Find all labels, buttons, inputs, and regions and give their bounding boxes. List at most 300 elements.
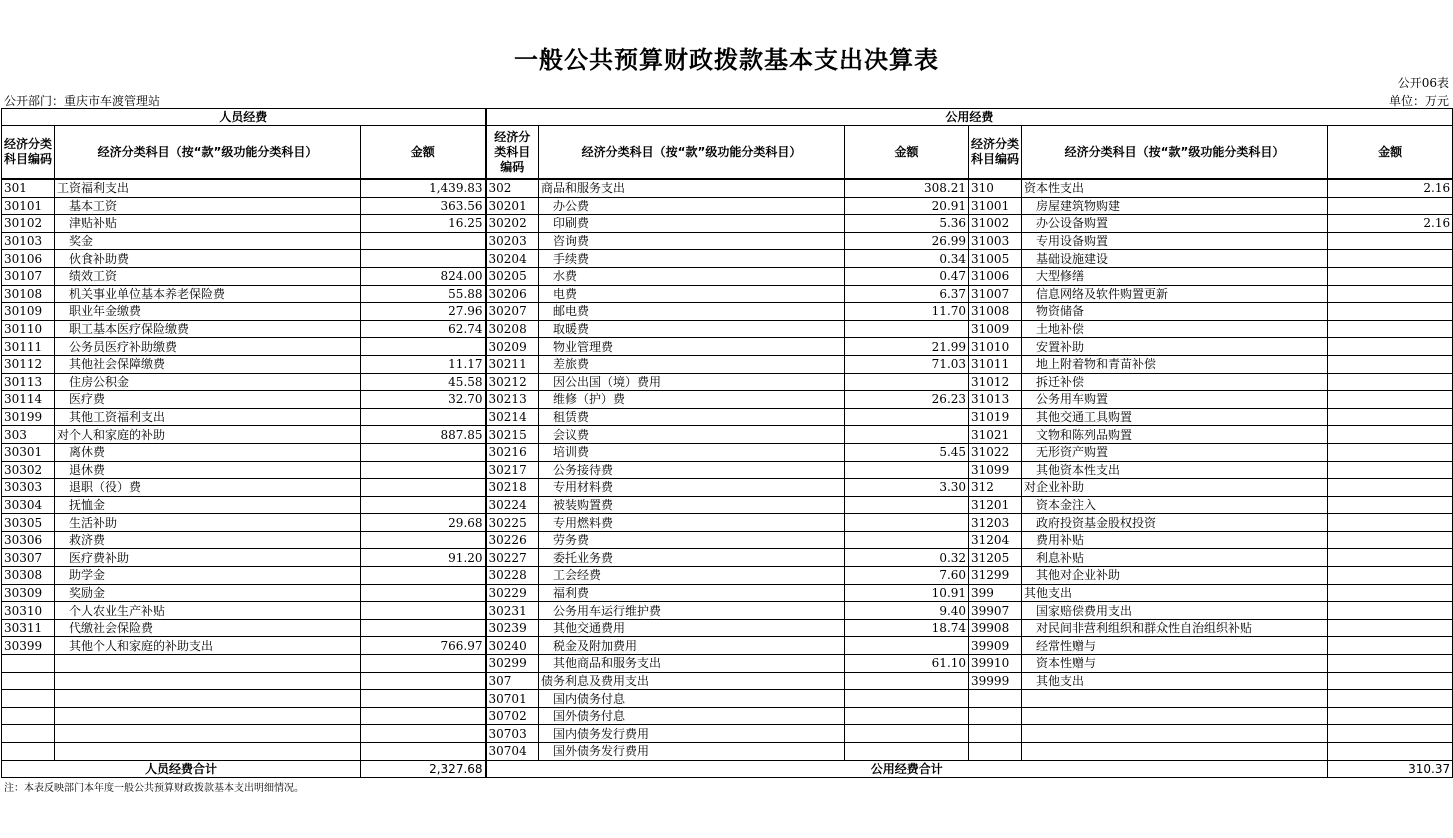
cell-amount-3 <box>1328 707 1453 725</box>
cell-code-2: 30702 <box>486 707 539 725</box>
cell-name-1: 医疗费补助 <box>55 549 361 567</box>
form-number: 公开06表 <box>1397 76 1449 90</box>
cell-code-3: 39907 <box>969 602 1022 620</box>
cell-name-2: 债务利息及费用支出 <box>539 672 845 690</box>
cell-code-1: 30306 <box>2 531 55 549</box>
cell-code-3: 31012 <box>969 373 1022 391</box>
cell-code-3: 31005 <box>969 250 1022 268</box>
cell-code-2: 30217 <box>486 461 539 479</box>
cell-code-3: 31299 <box>969 567 1022 585</box>
cell-amount-1: 32.70 <box>361 391 486 409</box>
table-row <box>2 391 1453 409</box>
cell-code-3: 31099 <box>969 461 1022 479</box>
cell-name-3: 大型修缮 <box>1022 267 1328 285</box>
cell-name-1: 助学金 <box>55 567 361 585</box>
cell-code-1: 30102 <box>2 215 55 233</box>
table-row <box>2 179 1453 197</box>
cell-name-3: 资本金注入 <box>1022 496 1328 514</box>
cell-name-2: 物业管理费 <box>539 338 845 356</box>
cell-amount-1 <box>361 479 486 497</box>
cell-name-1: 代缴社会保险费 <box>55 619 361 637</box>
cell-amount-2: 5.45 <box>845 443 969 461</box>
table-row <box>2 514 1453 532</box>
cell-code-2: 30201 <box>486 197 539 215</box>
cell-name-3: 利息补贴 <box>1022 549 1328 567</box>
cell-amount-1: 55.88 <box>361 285 486 303</box>
cell-code-2: 30213 <box>486 391 539 409</box>
cell-amount-3 <box>1328 584 1453 602</box>
table-row <box>2 672 1453 690</box>
cell-amount-3 <box>1328 426 1453 444</box>
cell-name-3: 资本性赠与 <box>1022 655 1328 673</box>
cell-code-1: 30111 <box>2 338 55 356</box>
cell-name-1: 奖励金 <box>55 584 361 602</box>
cell-code-1 <box>2 743 55 761</box>
cell-amount-3 <box>1328 320 1453 338</box>
cell-amount-1: 766.97 <box>361 637 486 655</box>
cell-code-3: 312 <box>969 479 1022 497</box>
cell-amount-2: 7.60 <box>845 567 969 585</box>
cell-amount-3 <box>1328 725 1453 743</box>
cell-code-1 <box>2 690 55 708</box>
cell-name-1: 抚恤金 <box>55 496 361 514</box>
cell-code-1: 303 <box>2 426 55 444</box>
cell-code-3: 31001 <box>969 197 1022 215</box>
cell-code-1: 30302 <box>2 461 55 479</box>
cell-name-3: 拆迁补偿 <box>1022 373 1328 391</box>
cell-amount-3 <box>1328 514 1453 532</box>
cell-code-2: 30218 <box>486 479 539 497</box>
cell-name-3: 文物和陈列品购置 <box>1022 426 1328 444</box>
cell-amount-1 <box>361 408 486 426</box>
table-row <box>2 655 1453 673</box>
cell-code-2: 30206 <box>486 285 539 303</box>
cell-code-3: 31204 <box>969 531 1022 549</box>
header-code-1: 经济分类科目编码 <box>2 126 55 180</box>
cell-amount-1 <box>361 743 486 761</box>
cell-code-2: 30208 <box>486 320 539 338</box>
cell-amount-1 <box>361 584 486 602</box>
cell-amount-3 <box>1328 461 1453 479</box>
cell-amount-3 <box>1328 338 1453 356</box>
cell-code-3: 399 <box>969 584 1022 602</box>
cell-name-2: 因公出国（境）费用 <box>539 373 845 391</box>
cell-name-1 <box>55 725 361 743</box>
table-row <box>2 373 1453 391</box>
cell-name-1: 其他工资福利支出 <box>55 408 361 426</box>
cell-name-2: 委托业务费 <box>539 549 845 567</box>
cell-amount-3 <box>1328 619 1453 637</box>
header-amount-1: 金额 <box>361 126 486 180</box>
table-row <box>2 232 1453 250</box>
cell-code-3: 31013 <box>969 391 1022 409</box>
cell-name-1 <box>55 707 361 725</box>
cell-name-3 <box>1022 690 1328 708</box>
cell-name-1: 离休费 <box>55 443 361 461</box>
cell-code-3: 31003 <box>969 232 1022 250</box>
table-row <box>2 479 1453 497</box>
cell-name-1: 津贴补贴 <box>55 215 361 233</box>
cell-amount-1: 62.74 <box>361 320 486 338</box>
cell-amount-2 <box>845 461 969 479</box>
cell-name-1: 绩效工资 <box>55 267 361 285</box>
cell-name-3: 费用补贴 <box>1022 531 1328 549</box>
cell-code-1: 30304 <box>2 496 55 514</box>
cell-code-1 <box>2 707 55 725</box>
cell-amount-2: 20.91 <box>845 197 969 215</box>
cell-code-2: 30703 <box>486 725 539 743</box>
table-row <box>2 320 1453 338</box>
header-code-3: 经济分类科目编码 <box>969 126 1022 180</box>
cell-code-2: 30211 <box>486 355 539 373</box>
cell-code-1: 30303 <box>2 479 55 497</box>
cell-amount-2 <box>845 496 969 514</box>
cell-name-1 <box>55 672 361 690</box>
table-row <box>2 338 1453 356</box>
cell-name-1: 对个人和家庭的补助 <box>55 426 361 444</box>
cell-name-2: 国内债务发行费用 <box>539 725 845 743</box>
cell-amount-3 <box>1328 479 1453 497</box>
table-row <box>2 355 1453 373</box>
cell-code-3 <box>969 743 1022 761</box>
table-row <box>2 725 1453 743</box>
table-row <box>2 549 1453 567</box>
cell-amount-1 <box>361 567 486 585</box>
section-personnel: 人员经费 <box>2 109 486 126</box>
cell-name-3: 无形资产购置 <box>1022 443 1328 461</box>
cell-amount-2 <box>845 514 969 532</box>
cell-amount-1: 16.25 <box>361 215 486 233</box>
cell-name-2: 劳务费 <box>539 531 845 549</box>
cell-amount-3 <box>1328 743 1453 761</box>
cell-name-3: 经常性赠与 <box>1022 637 1328 655</box>
page-title: 一般公共预算财政拨款基本支出决算表 <box>514 46 939 74</box>
cell-name-2: 税金及附加费用 <box>539 637 845 655</box>
cell-code-3: 31008 <box>969 303 1022 321</box>
cell-amount-3 <box>1328 373 1453 391</box>
cell-code-2: 30203 <box>486 232 539 250</box>
cell-name-2: 公务用车运行维护费 <box>539 602 845 620</box>
cell-amount-1 <box>361 338 486 356</box>
cell-name-2: 电费 <box>539 285 845 303</box>
cell-amount-3 <box>1328 655 1453 673</box>
cell-name-2: 国外债务发行费用 <box>539 743 845 761</box>
cell-amount-3 <box>1328 355 1453 373</box>
cell-name-3: 对民间非营利组织和群众性自治组织补贴 <box>1022 619 1328 637</box>
cell-name-3: 政府投资基金股权投资 <box>1022 514 1328 532</box>
cell-name-2: 国外债务付息 <box>539 707 845 725</box>
cell-code-3 <box>969 707 1022 725</box>
cell-code-3: 39909 <box>969 637 1022 655</box>
cell-amount-3 <box>1328 267 1453 285</box>
cell-code-2: 30216 <box>486 443 539 461</box>
footnote: 注：本表反映部门本年度一般公共预算财政拨款基本支出明细情况。 <box>4 783 304 794</box>
cell-amount-2: 21.99 <box>845 338 969 356</box>
cell-amount-2 <box>845 743 969 761</box>
cell-name-1: 其他社会保障缴费 <box>55 355 361 373</box>
cell-code-1: 30309 <box>2 584 55 602</box>
cell-code-1: 30110 <box>2 320 55 338</box>
cell-amount-1: 887.85 <box>361 426 486 444</box>
cell-name-3: 其他对企业补助 <box>1022 567 1328 585</box>
cell-amount-2: 0.47 <box>845 267 969 285</box>
cell-amount-1 <box>361 602 486 620</box>
cell-code-2: 30209 <box>486 338 539 356</box>
cell-amount-2 <box>845 408 969 426</box>
cell-name-1: 奖金 <box>55 232 361 250</box>
section-public: 公用经费 <box>486 109 1453 126</box>
cell-amount-2: 6.37 <box>845 285 969 303</box>
cell-amount-2: 26.99 <box>845 232 969 250</box>
cell-amount-3 <box>1328 408 1453 426</box>
cell-amount-1: 91.20 <box>361 549 486 567</box>
cell-code-1: 30112 <box>2 355 55 373</box>
cell-amount-3: 2.16 <box>1328 215 1453 233</box>
cell-amount-2: 0.34 <box>845 250 969 268</box>
cell-amount-3: 2.16 <box>1328 179 1453 197</box>
table-row <box>2 426 1453 444</box>
cell-amount-1 <box>361 496 486 514</box>
cell-name-2: 取暖费 <box>539 320 845 338</box>
cell-amount-1 <box>361 461 486 479</box>
cell-amount-3 <box>1328 197 1453 215</box>
cell-name-2: 商品和服务支出 <box>539 179 845 197</box>
cell-name-2: 国内债务付息 <box>539 690 845 708</box>
cell-amount-2 <box>845 725 969 743</box>
cell-code-2: 30228 <box>486 567 539 585</box>
cell-code-3: 31022 <box>969 443 1022 461</box>
table-row <box>2 602 1453 620</box>
cell-name-2: 会议费 <box>539 426 845 444</box>
table-row <box>2 619 1453 637</box>
table-row <box>2 637 1453 655</box>
cell-name-3: 土地补偿 <box>1022 320 1328 338</box>
cell-name-2: 被装购置费 <box>539 496 845 514</box>
cell-code-3: 310 <box>969 179 1022 197</box>
header-name-1: 经济分类科目（按“款”级功能分类科目） <box>55 126 361 180</box>
cell-name-3: 办公设备购置 <box>1022 215 1328 233</box>
cell-amount-1: 29.68 <box>361 514 486 532</box>
cell-name-3 <box>1022 743 1328 761</box>
cell-code-3: 39910 <box>969 655 1022 673</box>
cell-name-3: 其他交通工具购置 <box>1022 408 1328 426</box>
cell-name-2: 维修（护）费 <box>539 391 845 409</box>
cell-code-3 <box>969 690 1022 708</box>
table-row <box>2 584 1453 602</box>
cell-amount-3 <box>1328 303 1453 321</box>
cell-name-3 <box>1022 707 1328 725</box>
header-name-2: 经济分类科目（按“款”级功能分类科目） <box>539 126 845 180</box>
totals-row <box>2 760 1453 777</box>
department-label: 公开部门：重庆市车渡管理站 <box>4 94 161 108</box>
cell-amount-2 <box>845 320 969 338</box>
cell-code-2: 30226 <box>486 531 539 549</box>
cell-code-2: 30227 <box>486 549 539 567</box>
header-amount-3: 金额 <box>1328 126 1453 180</box>
table-row <box>2 443 1453 461</box>
cell-name-3: 国家赔偿费用支出 <box>1022 602 1328 620</box>
cell-name-2: 咨询费 <box>539 232 845 250</box>
cell-name-2: 公务接待费 <box>539 461 845 479</box>
personnel-total-label: 人员经费合计 <box>2 760 361 777</box>
cell-code-3: 31019 <box>969 408 1022 426</box>
cell-name-3: 资本性支出 <box>1022 179 1328 197</box>
cell-amount-1 <box>361 725 486 743</box>
cell-name-3: 其他资本性支出 <box>1022 461 1328 479</box>
cell-name-1: 医疗费 <box>55 391 361 409</box>
cell-amount-1 <box>361 655 486 673</box>
cell-amount-1 <box>361 531 486 549</box>
table-row <box>2 707 1453 725</box>
cell-code-1: 30310 <box>2 602 55 620</box>
cell-amount-1: 363.56 <box>361 197 486 215</box>
cell-name-2: 培训费 <box>539 443 845 461</box>
cell-code-2: 30207 <box>486 303 539 321</box>
cell-amount-3 <box>1328 232 1453 250</box>
header-amount-2: 金额 <box>845 126 969 180</box>
cell-name-2: 专用材料费 <box>539 479 845 497</box>
cell-amount-3 <box>1328 567 1453 585</box>
cell-amount-3 <box>1328 690 1453 708</box>
cell-code-3: 31009 <box>969 320 1022 338</box>
cell-name-3: 安置补助 <box>1022 338 1328 356</box>
table-row <box>2 215 1453 233</box>
cell-amount-3 <box>1328 602 1453 620</box>
cell-code-1: 30199 <box>2 408 55 426</box>
cell-amount-1 <box>361 707 486 725</box>
cell-amount-1: 45.58 <box>361 373 486 391</box>
cell-code-1 <box>2 672 55 690</box>
cell-amount-1 <box>361 250 486 268</box>
table-row <box>2 250 1453 268</box>
cell-code-2: 30214 <box>486 408 539 426</box>
cell-amount-1: 11.17 <box>361 355 486 373</box>
cell-amount-2 <box>845 672 969 690</box>
cell-amount-1 <box>361 690 486 708</box>
cell-code-2: 30225 <box>486 514 539 532</box>
cell-amount-2: 308.21 <box>845 179 969 197</box>
table-row <box>2 461 1453 479</box>
cell-name-1: 伙食补助费 <box>55 250 361 268</box>
personnel-total-value: 2,327.68 <box>361 760 486 777</box>
cell-code-1: 30107 <box>2 267 55 285</box>
cell-amount-2 <box>845 373 969 391</box>
cell-code-3: 31205 <box>969 549 1022 567</box>
cell-name-1: 生活补助 <box>55 514 361 532</box>
cell-amount-2 <box>845 531 969 549</box>
table-row <box>2 303 1453 321</box>
cell-amount-1 <box>361 232 486 250</box>
cell-name-3: 基础设施建设 <box>1022 250 1328 268</box>
cell-amount-3 <box>1328 531 1453 549</box>
cell-code-2: 30205 <box>486 267 539 285</box>
cell-code-2: 30239 <box>486 619 539 637</box>
cell-code-1: 30308 <box>2 567 55 585</box>
cell-name-3: 其他支出 <box>1022 672 1328 690</box>
cell-amount-2: 71.03 <box>845 355 969 373</box>
table-row <box>2 690 1453 708</box>
expenditure-table <box>1 108 1453 778</box>
cell-code-1 <box>2 725 55 743</box>
cell-code-3 <box>969 725 1022 743</box>
cell-code-1: 30108 <box>2 285 55 303</box>
cell-code-3: 31006 <box>969 267 1022 285</box>
cell-amount-3 <box>1328 443 1453 461</box>
cell-amount-1 <box>361 619 486 637</box>
cell-name-1: 退职（役）费 <box>55 479 361 497</box>
cell-name-3: 专用设备购置 <box>1022 232 1328 250</box>
cell-name-1: 机关事业单位基本养老保险费 <box>55 285 361 303</box>
cell-name-3: 信息网络及软件购置更新 <box>1022 285 1328 303</box>
cell-amount-3 <box>1328 637 1453 655</box>
table-row <box>2 743 1453 761</box>
cell-name-2: 办公费 <box>539 197 845 215</box>
cell-name-2: 其他交通费用 <box>539 619 845 637</box>
cell-amount-2 <box>845 707 969 725</box>
table-row <box>2 408 1453 426</box>
cell-amount-3 <box>1328 549 1453 567</box>
cell-name-3: 其他支出 <box>1022 584 1328 602</box>
cell-name-1: 职工基本医疗保险缴费 <box>55 320 361 338</box>
cell-amount-3 <box>1328 285 1453 303</box>
cell-code-1: 301 <box>2 179 55 197</box>
cell-name-3 <box>1022 725 1328 743</box>
cell-amount-2: 61.10 <box>845 655 969 673</box>
cell-amount-1 <box>361 672 486 690</box>
table-row <box>2 531 1453 549</box>
cell-code-2: 30704 <box>486 743 539 761</box>
cell-name-1: 救济费 <box>55 531 361 549</box>
cell-code-2: 30229 <box>486 584 539 602</box>
cell-code-3: 31002 <box>969 215 1022 233</box>
table-row <box>2 496 1453 514</box>
cell-code-1: 30311 <box>2 619 55 637</box>
header-name-3: 经济分类科目（按“款”级功能分类科目） <box>1022 126 1328 180</box>
cell-name-2: 邮电费 <box>539 303 845 321</box>
public-total-label: 公用经费合计 <box>486 760 1328 777</box>
cell-code-3: 39999 <box>969 672 1022 690</box>
cell-code-2: 302 <box>486 179 539 197</box>
cell-name-2: 其他商品和服务支出 <box>539 655 845 673</box>
cell-name-2: 租赁费 <box>539 408 845 426</box>
cell-name-3: 房屋建筑物购建 <box>1022 197 1328 215</box>
cell-amount-2 <box>845 690 969 708</box>
cell-name-3: 物资储备 <box>1022 303 1328 321</box>
cell-name-1: 退休费 <box>55 461 361 479</box>
cell-code-3: 31007 <box>969 285 1022 303</box>
cell-code-3: 31203 <box>969 514 1022 532</box>
table-row <box>2 285 1453 303</box>
cell-amount-2: 9.40 <box>845 602 969 620</box>
cell-code-1: 30114 <box>2 391 55 409</box>
public-total-value: 310.37 <box>1328 760 1453 777</box>
cell-code-3: 31011 <box>969 355 1022 373</box>
cell-name-2: 差旅费 <box>539 355 845 373</box>
cell-code-1: 30301 <box>2 443 55 461</box>
cell-name-1: 个人农业生产补贴 <box>55 602 361 620</box>
cell-code-2: 30299 <box>486 655 539 673</box>
cell-amount-3 <box>1328 391 1453 409</box>
cell-code-1: 30101 <box>2 197 55 215</box>
cell-name-1 <box>55 655 361 673</box>
cell-code-2: 30204 <box>486 250 539 268</box>
cell-name-1: 工资福利支出 <box>55 179 361 197</box>
cell-code-2: 30212 <box>486 373 539 391</box>
cell-amount-1 <box>361 443 486 461</box>
cell-code-2: 30701 <box>486 690 539 708</box>
cell-name-1: 职业年金缴费 <box>55 303 361 321</box>
cell-code-2: 307 <box>486 672 539 690</box>
